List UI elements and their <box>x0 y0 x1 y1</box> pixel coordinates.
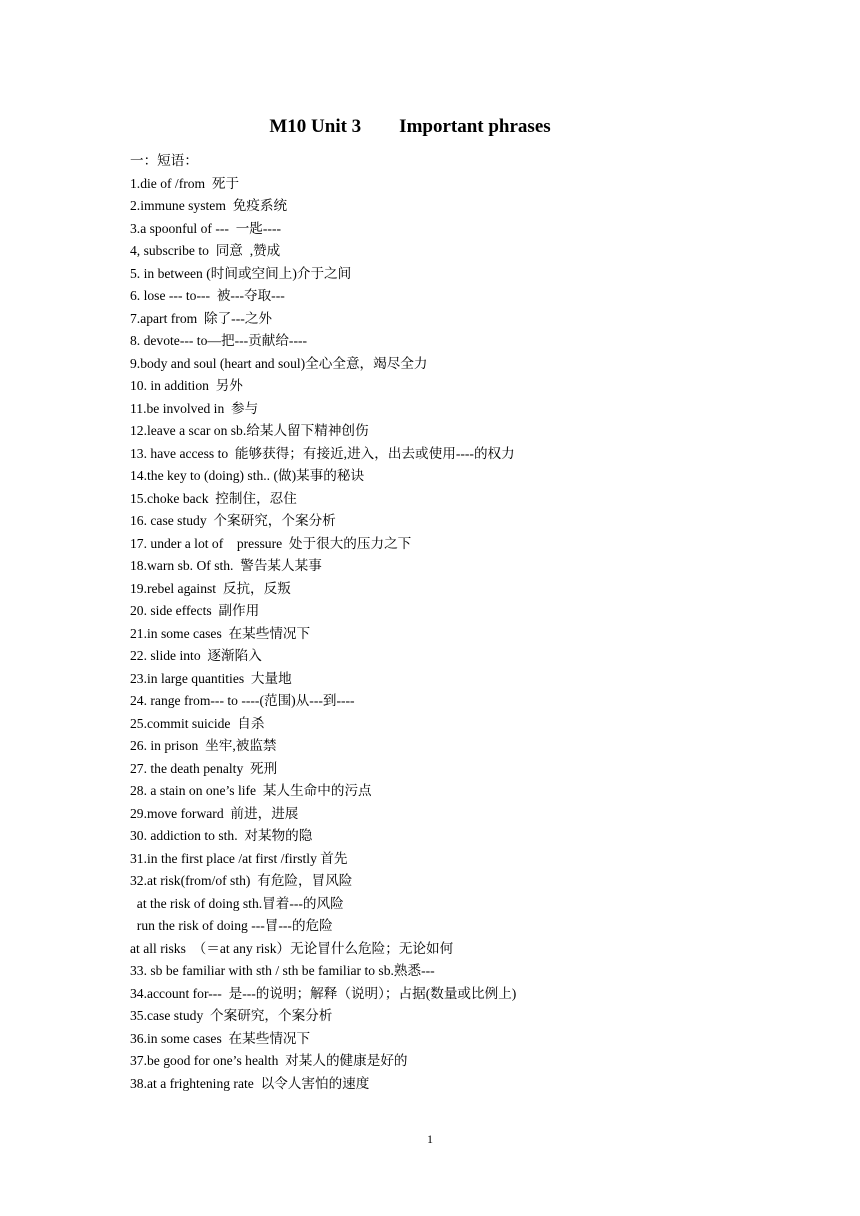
phrase-line: 1.die of /from 死于 <box>130 175 240 191</box>
phrase-line: 32.at risk(from/of sth) 有危险，冒风险 <box>130 873 353 888</box>
phrase-line: 3.a spoonful of --- 一匙---- <box>130 220 281 236</box>
phrase-line: 35.case study 个案研究，个案分析 <box>130 1008 333 1023</box>
phrase-line: 36.in some cases 在某些情况下 <box>130 1030 311 1046</box>
phrase-list <box>130 150 820 1095</box>
phrase-line: 11.be involved in 参与 <box>130 400 259 416</box>
page-title: M10 Unit 3 Important phrases <box>269 116 551 137</box>
phrase-line: 28. a stain on one’s life 某人生命中的污点 <box>130 783 372 798</box>
phrase-line: 5. in between (时间或空间上)介于之间 <box>130 265 352 281</box>
phrase-line: 25.commit suicide 自杀 <box>130 715 265 731</box>
phrase-line: 15.choke back 控制住，忍住 <box>130 490 297 506</box>
phrase-line: 16. case study 个案研究，个案分析 <box>130 513 336 528</box>
phrase-line: 24. range from--- to ----(范围)从---到---- <box>130 693 355 708</box>
phrase-line: 27. the death penalty 死刑 <box>130 760 278 776</box>
phrase-line: 19.rebel against 反抗，反叛 <box>130 580 291 596</box>
phrase-line: 7.apart from 除了---之外 <box>130 310 272 326</box>
phrase-line: 4, subscribe to 同意 ,赞成 <box>130 243 281 258</box>
phrase-line: 37.be good for one’s health 对某人的健康是好的 <box>130 1053 408 1068</box>
phrase-line: at all risks （＝at any risk）无论冒什么危险；无论如何 <box>130 940 454 956</box>
phrase-line: 13. have access to 能够获得；有接近,进入，出去或使用----的权力 <box>130 445 515 461</box>
phrase-line: 31.in the first place /at first /firstly 首先 <box>130 850 348 866</box>
phrase-line: 2.immune system 免疫系统 <box>130 198 288 213</box>
phrase-line: 33. sb be familiar with sth / sth be familiar to sb.熟悉--- <box>130 963 435 978</box>
phrase-line: 23.in large quantities 大量地 <box>130 670 292 686</box>
phrase-line: at the risk of doing sth.冒着---的风险 <box>130 895 344 911</box>
phrase-line: 9.body and soul (heart and soul)全心全意，竭尽全力 <box>130 355 428 371</box>
section-heading: 一：短语： <box>130 153 198 168</box>
phrase-line: 17. under a lot of pressure 处于很大的压力之下 <box>130 535 412 551</box>
phrase-line: 10. in addition 另外 <box>130 378 243 393</box>
phrase-line: run the risk of doing ---冒---的危险 <box>130 918 333 933</box>
phrase-line: 30. addiction to sth. 对某物的隐 <box>130 828 313 843</box>
phrase-line: 21.in some cases 在某些情况下 <box>130 625 311 641</box>
phrase-line: 6. lose --- to--- 被---夺取--- <box>130 288 285 303</box>
phrase-line: 29.move forward 前进，进展 <box>130 805 299 821</box>
phrase-line: 26. in prison 坐牢,被监禁 <box>130 738 277 753</box>
phrase-line: 18.warn sb. Of sth. 警告某人某事 <box>130 558 322 573</box>
phrase-line: 22. slide into 逐渐陷入 <box>130 648 262 663</box>
phrase-line: 34.account for--- 是---的说明；解释（说明）；占据(数量或比例上) <box>130 985 517 1001</box>
phrase-line: 14.the key to (doing) sth.. (做)某事的秘诀 <box>130 468 365 483</box>
phrase-line: 12.leave a scar on sb.给某人留下精神创伤 <box>130 423 369 438</box>
page-number: 1 <box>427 1132 433 1146</box>
phrase-line: 38.at a frightening rate 以令人害怕的速度 <box>130 1075 370 1091</box>
phrase-line: 20. side effects 副作用 <box>130 603 260 618</box>
phrase-line: 8. devote--- to—把---贡献给---- <box>130 333 308 348</box>
